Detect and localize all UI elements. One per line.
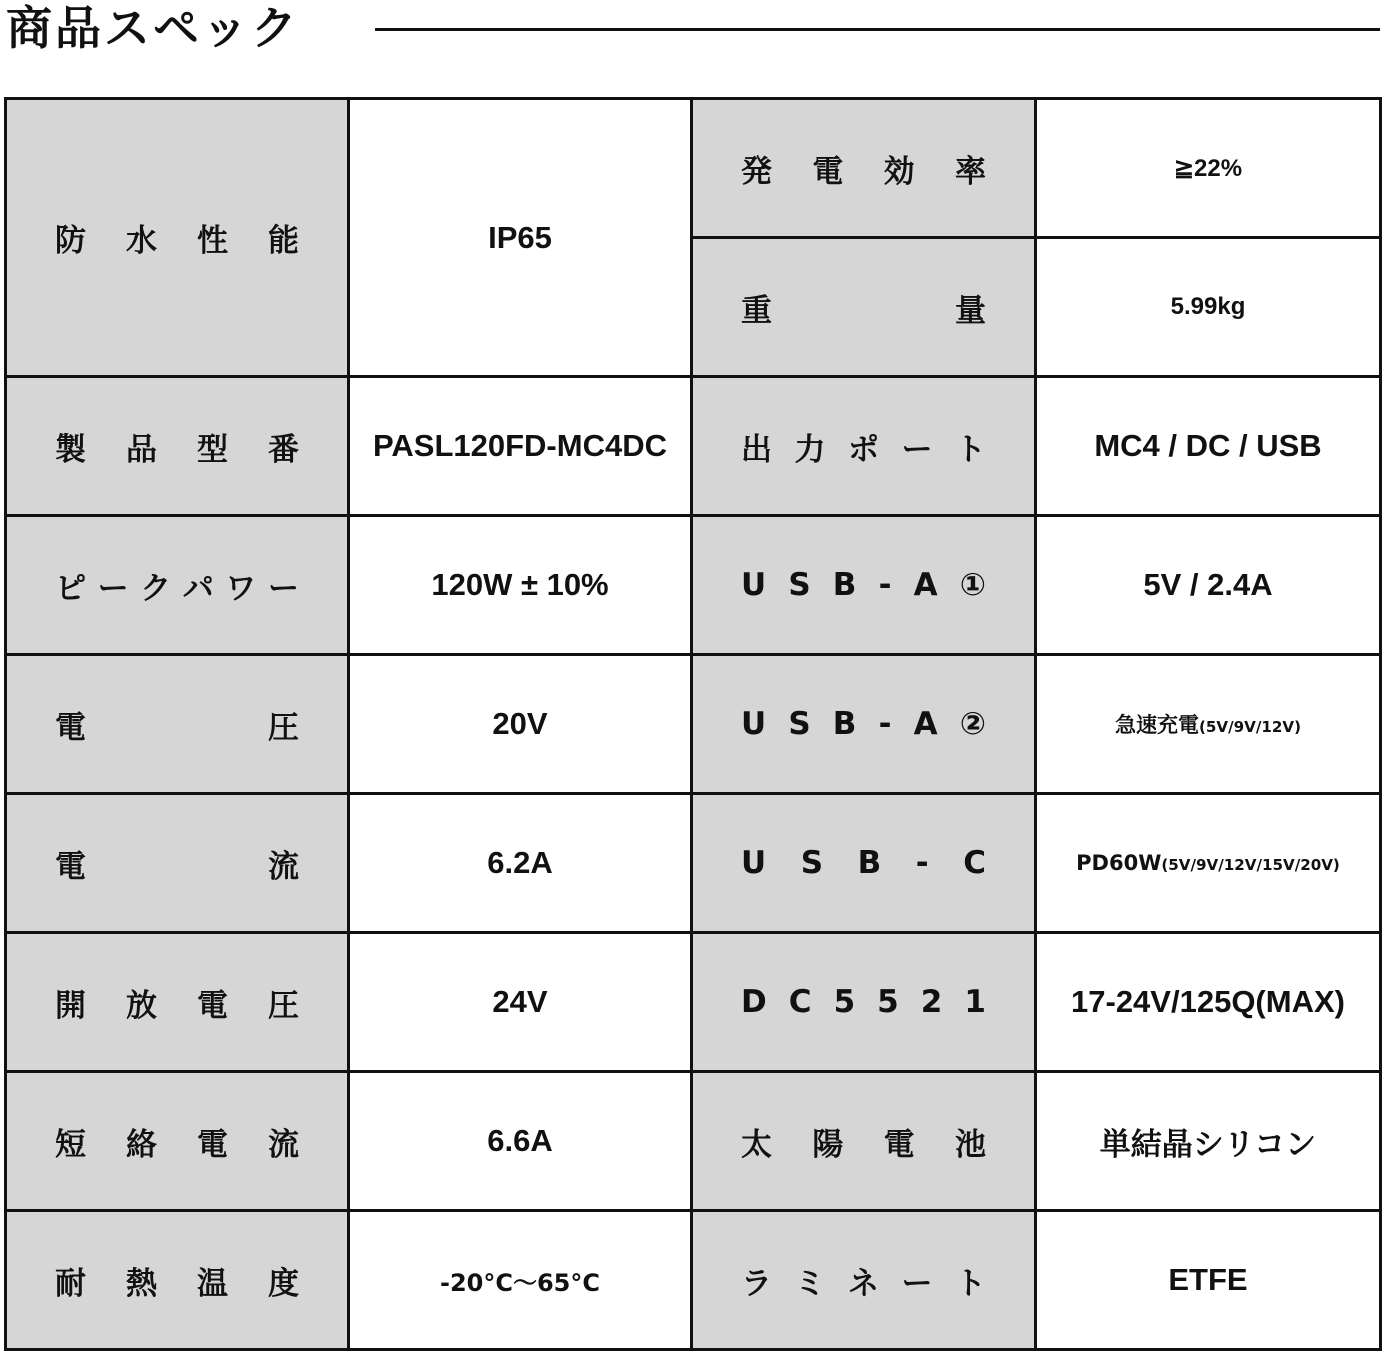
value-solar-cell: 単結晶シリコン	[1036, 1072, 1381, 1211]
section-title: 商品スペック	[6, 1, 300, 55]
label-char: 効	[883, 153, 915, 190]
label-char: ー	[267, 570, 299, 607]
label-char: 度	[268, 1265, 299, 1302]
value-output-port: MC4 / DC / USB	[1036, 377, 1381, 516]
section-header	[0, 0, 1382, 60]
value-voltage: 20V	[349, 655, 692, 794]
value-weight: 5.99kg	[1036, 238, 1381, 377]
label-char: 圧	[268, 709, 299, 746]
label-char: 力	[794, 431, 826, 468]
value-usb-c-sub: (5V/9V/12V/15V/20V)	[1161, 856, 1340, 874]
label-char: ワ	[225, 570, 257, 607]
value-peak-power: 120W ± 10%	[349, 516, 692, 655]
value-laminate: ETFE	[1036, 1211, 1381, 1350]
label-char: 型	[197, 431, 228, 468]
value-usb-a-2-sub: (5V/9V/12V)	[1199, 718, 1301, 736]
label-output-port	[692, 377, 1036, 516]
value-usb-a-2-main: 急速充電	[1115, 713, 1199, 737]
label-char: ②	[959, 706, 986, 742]
value-usb-c	[1036, 794, 1381, 933]
label-char: C	[963, 845, 986, 881]
label-waterproof	[6, 99, 349, 377]
label-char: U	[741, 706, 767, 742]
label-current	[6, 794, 349, 933]
label-char: 陽	[812, 1126, 844, 1163]
label-char: ポ	[848, 431, 879, 468]
label-char: B	[857, 845, 882, 881]
label-char: ト	[955, 1265, 986, 1302]
label-char: A	[913, 567, 938, 603]
label-char: A	[913, 706, 938, 742]
label-voltage	[6, 655, 349, 794]
label-usb-c	[692, 794, 1036, 933]
label-char: 温	[197, 1265, 228, 1302]
table-row	[6, 1211, 1381, 1350]
label-char: 発	[741, 153, 772, 190]
label-char: 性	[197, 223, 228, 259]
label-char: 品	[126, 431, 157, 468]
label-char: ①	[959, 567, 986, 603]
label-char: 短	[55, 1126, 86, 1163]
label-char: U	[741, 845, 767, 881]
label-char: 2	[920, 984, 943, 1020]
label-char: 電	[812, 153, 844, 190]
label-char: B	[832, 706, 857, 742]
label-char: 5	[833, 984, 856, 1020]
label-char: 電	[55, 709, 86, 746]
label-char: 重	[741, 292, 772, 329]
label-char: S	[788, 706, 811, 742]
value-model-number: PASL120FD-MC4DC	[349, 377, 692, 516]
label-char: 電	[883, 1126, 915, 1163]
label-char: ク	[140, 570, 172, 607]
label-char: ー	[901, 431, 933, 468]
label-open-circuit-voltage	[6, 933, 349, 1072]
label-char: 絡	[126, 1126, 157, 1163]
label-char: ミ	[794, 1265, 826, 1302]
label-char: 池	[954, 1126, 986, 1163]
label-solar-cell	[692, 1072, 1036, 1211]
label-char: -	[878, 706, 892, 742]
label-char: ト	[955, 431, 986, 468]
label-char: 5	[877, 984, 899, 1020]
table-row	[6, 655, 1381, 794]
label-char: 1	[964, 984, 986, 1020]
title-divider	[375, 28, 1380, 31]
label-char: 出	[741, 431, 772, 468]
label-char: 能	[268, 223, 299, 259]
label-char: 水	[126, 223, 157, 259]
value-open-circuit-voltage: 24V	[349, 933, 692, 1072]
label-char: 電	[197, 987, 228, 1024]
label-laminate	[692, 1211, 1036, 1350]
label-char: 流	[268, 848, 299, 885]
label-char: B	[832, 567, 857, 603]
label-char: 率	[954, 153, 986, 190]
table-row	[6, 516, 1381, 655]
table-row	[6, 794, 1381, 933]
label-char: 電	[197, 1126, 228, 1163]
label-char: D	[741, 984, 767, 1020]
label-char: S	[800, 845, 824, 881]
label-char: 開	[55, 987, 86, 1024]
label-char: 番	[268, 431, 299, 468]
value-usb-a-1: 5V / 2.4A	[1036, 516, 1381, 655]
label-char: 防	[55, 223, 86, 259]
label-model-number	[6, 377, 349, 516]
label-char: ー	[901, 1265, 933, 1302]
label-char: 量	[955, 292, 986, 329]
spec-table	[4, 97, 1382, 1351]
value-waterproof: IP65	[349, 99, 692, 377]
label-usb-a-2	[692, 655, 1036, 794]
label-char: 流	[268, 1126, 299, 1163]
label-efficiency	[692, 99, 1036, 238]
label-char: 放	[126, 987, 157, 1024]
label-weight	[692, 238, 1036, 377]
value-short-circuit-current: 6.6A	[349, 1072, 692, 1211]
label-heat-resistance	[6, 1211, 349, 1350]
table-row	[6, 933, 1381, 1072]
label-char: -	[878, 567, 892, 603]
label-short-circuit-current	[6, 1072, 349, 1211]
label-peak-power	[6, 516, 349, 655]
label-char: 圧	[268, 987, 299, 1024]
value-dc5521: 17-24V/125Q(MAX)	[1036, 933, 1381, 1072]
label-char: パ	[182, 570, 214, 607]
label-char: ラ	[741, 1265, 772, 1302]
table-row	[6, 99, 1381, 238]
label-char: 熱	[126, 1265, 157, 1302]
value-current: 6.2A	[349, 794, 692, 933]
label-char: U	[741, 567, 767, 603]
value-usb-a-2	[1036, 655, 1381, 794]
table-row	[6, 377, 1381, 516]
label-usb-a-1	[692, 516, 1036, 655]
value-efficiency: ≧22%	[1036, 99, 1381, 238]
label-char: ピ	[55, 570, 86, 607]
label-char: -	[915, 845, 929, 881]
value-heat-resistance: -20°C～65°C	[349, 1211, 692, 1350]
label-char: S	[788, 567, 811, 603]
label-char: ー	[97, 570, 129, 607]
label-char: 太	[741, 1126, 772, 1163]
label-char: ネ	[848, 1265, 879, 1302]
label-char: 耐	[55, 1265, 86, 1302]
label-dc5521	[692, 933, 1036, 1072]
label-char: C	[788, 984, 812, 1020]
table-row	[6, 1072, 1381, 1211]
label-char: 電	[55, 848, 86, 885]
value-usb-c-main: PD60W	[1076, 851, 1162, 875]
label-char: 製	[55, 431, 86, 468]
